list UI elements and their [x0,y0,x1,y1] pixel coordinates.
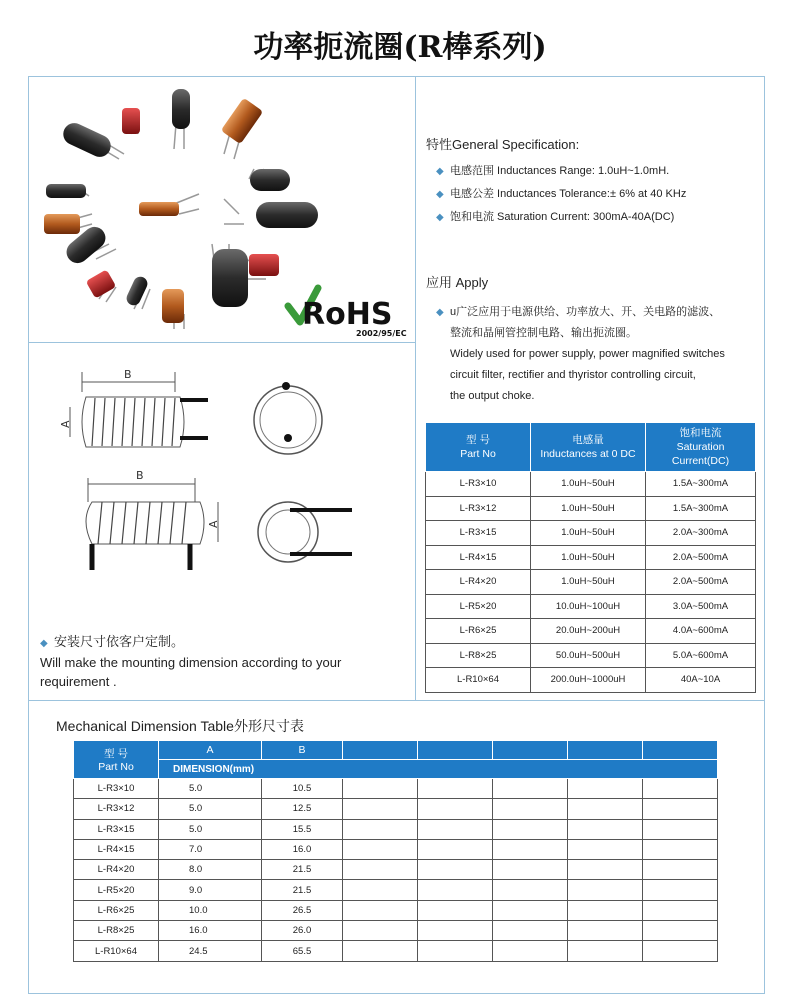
cell-dim-b: 26.5 [262,900,343,920]
cell-empty [493,799,568,819]
cell-empty [568,779,643,799]
cell-empty [568,900,643,920]
label-a-bottom: A [207,520,220,528]
cell-dim-a: 24.5 [159,941,262,961]
table-row [426,496,756,521]
table-row [426,619,756,644]
label-b-bottom: B [136,469,144,482]
bullet-icon: ◆ [436,212,444,223]
left-divider [28,342,416,343]
mech-table-title: Mechanical Dimension Table外形尺寸表 [56,718,304,734]
cell-empty [643,860,718,880]
table-row [74,860,718,880]
cell-empty [418,900,493,920]
rohs-logo [284,280,414,342]
label-a-top: A [59,420,72,428]
cell-empty [493,860,568,880]
cell-part-no: L-R4×15 [74,839,159,859]
cell-part-no: L-R3×12 [74,799,159,819]
cell-dim-a: 5.0 [159,779,262,799]
rohs-subtext: 2002/95/EC [356,329,407,338]
cell-part-no: L-R4×20 [74,860,159,880]
cell-saturation: 2.0A~500mA [646,570,756,595]
apply-body: ◆ u广泛应用于电源供给、功率放大、开、关电路的滤波、 整流和晶闸管控制电路、输出扼流圈。 Widely used for power supply, power magnified switches circuit filter, rectifier and thyristor controlling circuit, the output choke. [436,302,766,407]
cell-inductance: 200.0uH~1000uH [531,668,646,693]
cell-inductance: 50.0uH~500uH [531,643,646,668]
header-b: B [262,741,343,760]
header-empty [568,741,643,760]
bullet-icon: ◆ [436,189,444,200]
cell-empty [418,779,493,799]
table-row [426,668,756,693]
cell-dim-b: 10.5 [262,779,343,799]
cell-empty [643,799,718,819]
table-row [74,900,718,920]
spec-heading: 特性General Specification: [426,137,580,152]
cell-empty [493,941,568,961]
cell-part-no: L-R3×15 [426,521,531,546]
header-empty [343,741,418,760]
cell-empty [343,860,418,880]
cell-empty [643,880,718,900]
apply-en-line1: Widely used for power supply, power magnified switches [450,348,725,360]
cell-empty [418,819,493,839]
cell-dim-a: 10.0 [159,900,262,920]
spec-list [436,160,686,229]
spec-item: ◆ 饱和电流 Saturation Current: 300mA-40A(DC) [436,206,686,229]
cell-dim-a: 5.0 [159,819,262,839]
cell-empty [343,900,418,920]
apply-en-line2: circuit filter, rectifier and thyristor controlling circuit, [450,369,696,381]
table-row [74,880,718,900]
cell-empty [568,941,643,961]
apply-en-line3: the output choke. [450,390,535,402]
cell-dim-b: 16.0 [262,839,343,859]
cell-empty [568,819,643,839]
dimension-drawings [40,352,410,592]
cell-part-no: L-R5×20 [426,594,531,619]
table-row [74,839,718,859]
cell-empty [643,941,718,961]
header-part-no: 型 号 Part No [426,423,531,472]
table-row [74,779,718,799]
cell-empty [343,819,418,839]
bullet-icon: ◆ [40,638,48,649]
cell-part-no: L-R3×10 [74,779,159,799]
cell-part-no: L-R8×25 [74,921,159,941]
cell-empty [493,921,568,941]
table-row [74,941,718,961]
cell-empty [568,839,643,859]
cell-empty [418,941,493,961]
cell-dim-a: 9.0 [159,880,262,900]
apply-heading: 应用 Apply [426,275,489,290]
cell-empty [643,839,718,859]
table-row [74,921,718,941]
cell-empty [418,921,493,941]
cell-empty [343,779,418,799]
cell-empty [643,779,718,799]
cell-empty [343,921,418,941]
cell-saturation: 1.5A~300mA [646,496,756,521]
cell-inductance: 1.0uH~50uH [531,496,646,521]
cell-inductance: 1.0uH~50uH [531,545,646,570]
cell-part-no: L-R3×15 [74,819,159,839]
cell-dim-b: 26.0 [262,921,343,941]
cell-dim-b: 21.5 [262,860,343,880]
column-divider [415,76,416,701]
cell-saturation: 2.0A~500mA [646,545,756,570]
mounting-note-en: Will make the mounting dimension according to your requirement . [40,655,342,689]
cell-empty [493,839,568,859]
cell-saturation: 4.0A~600mA [646,619,756,644]
cell-dim-a: 16.0 [159,921,262,941]
cell-part-no: L-R5×20 [74,880,159,900]
cell-empty [343,839,418,859]
table-row [426,594,756,619]
cell-dim-a: 8.0 [159,860,262,880]
cell-part-no: L-R10×64 [74,941,159,961]
cell-saturation: 2.0A~300mA [646,521,756,546]
cell-inductance: 1.0uH~50uH [531,570,646,595]
label-b-top: B [124,368,132,381]
cell-dim-b: 65.5 [262,941,343,961]
table-row [426,570,756,595]
cell-saturation: 40A~10A [646,668,756,693]
cell-inductance: 1.0uH~50uH [531,521,646,546]
cell-part-no: L-R3×12 [426,496,531,521]
mechanical-dimension-table [73,740,718,962]
table-row [74,799,718,819]
header-dimension: DIMENSION(mm) [159,760,718,779]
cell-part-no: L-R10×64 [426,668,531,693]
cell-inductance: 20.0uH~200uH [531,619,646,644]
cell-inductance: 1.0uH~50uH [531,472,646,497]
cell-empty [418,880,493,900]
cell-dim-b: 15.5 [262,819,343,839]
cell-empty [418,860,493,880]
header-empty [418,741,493,760]
page-title: 功率扼流圈(R棒系列) [253,30,547,65]
mounting-note [40,632,400,691]
cell-empty [493,779,568,799]
cell-empty [493,880,568,900]
cell-empty [418,799,493,819]
cell-inductance: 10.0uH~100uH [531,594,646,619]
cell-dim-b: 21.5 [262,880,343,900]
cell-empty [643,900,718,920]
table-row [426,545,756,570]
cell-saturation: 5.0A~600mA [646,643,756,668]
table-row [74,819,718,839]
inductance-table [425,422,756,693]
cell-empty [493,819,568,839]
cell-saturation: 3.0A~500mA [646,594,756,619]
section-divider [28,700,765,701]
cell-empty [568,799,643,819]
apply-cn-line2: 整流和晶闸管控制电路、输出扼流圈。 [450,327,637,339]
cell-part-no: L-R3×10 [426,472,531,497]
mounting-note-cn: 安装尺寸依客户定制。 [54,634,185,649]
header-part-no: 型 号 Part No [74,741,159,779]
table-row [426,521,756,546]
cell-empty [643,819,718,839]
header-a: A [159,741,262,760]
cell-dim-b: 12.5 [262,799,343,819]
header-saturation: 饱和电流 Saturation Current(DC) [646,423,756,472]
spec-item: ◆ 电感范围 Inductances Range: 1.0uH~1.0mH. [436,160,686,183]
cell-empty [418,839,493,859]
header-empty [493,741,568,760]
cell-empty [493,900,568,920]
spec-item: ◆ 电感公差 Inductances Tolerance:± 6% at 40 KHz [436,183,686,206]
rohs-mark: RoHS [302,297,393,332]
header-empty [643,741,718,760]
cell-dim-a: 5.0 [159,799,262,819]
bullet-icon: ◆ [436,166,444,177]
header-inductance: 电感量 Inductances at 0 DC [531,423,646,472]
cell-part-no: L-R4×15 [426,545,531,570]
bullet-icon: ◆ [436,307,444,318]
cell-empty [568,880,643,900]
cell-empty [343,799,418,819]
cell-part-no: L-R6×25 [74,900,159,920]
cell-dim-a: 7.0 [159,839,262,859]
cell-empty [343,880,418,900]
cell-empty [568,921,643,941]
cell-empty [643,921,718,941]
cell-empty [343,941,418,961]
cell-part-no: L-R8×25 [426,643,531,668]
table-row [426,643,756,668]
cell-empty [568,860,643,880]
cell-part-no: L-R6×25 [426,619,531,644]
table-row [426,472,756,497]
cell-saturation: 1.5A~300mA [646,472,756,497]
cell-part-no: L-R4×20 [426,570,531,595]
